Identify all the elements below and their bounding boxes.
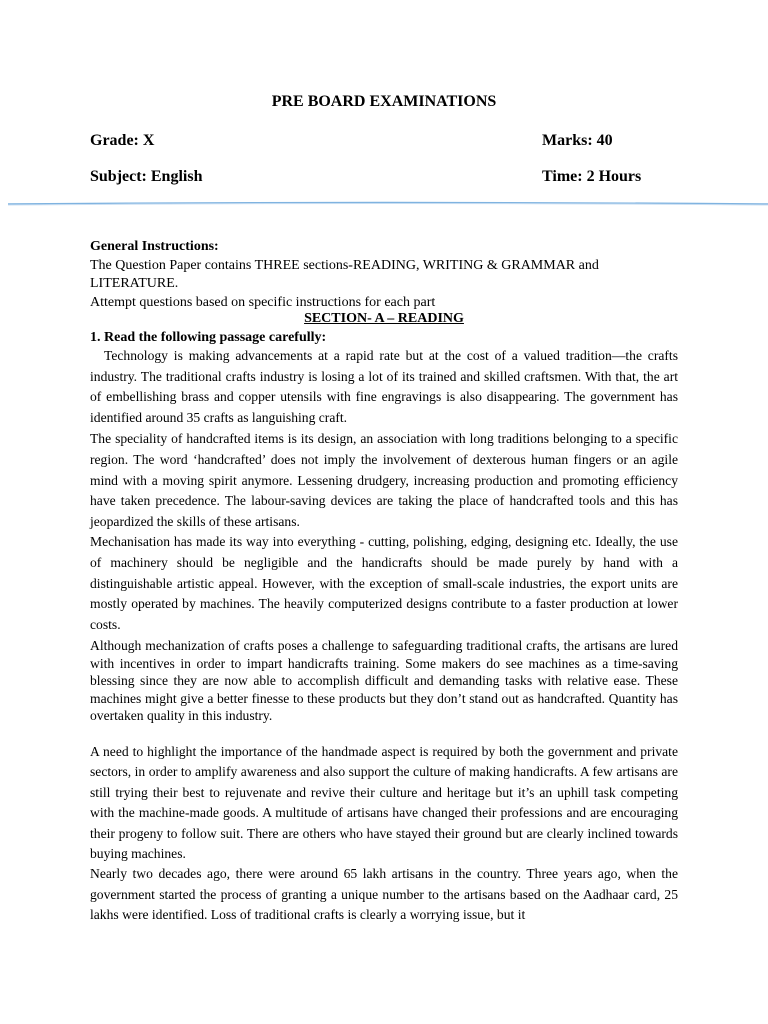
time-label: Time: 2 Hours <box>542 168 642 185</box>
passage-block-1 <box>90 346 678 635</box>
subject-label: Subject: English <box>90 168 203 185</box>
page-title: PRE BOARD EXAMINATIONS <box>271 93 497 110</box>
passage-paragraph-3: Mechanisation has made its way into everything - cutting, polishing, edging, designing etc. Ideally, the use of machinery should be negligible and the handicrafts should be made purely by hand with a distinguishable artistic appeal. However, with the exception of small-scale industries, the export units are mostly operated by machines. The heavily computerized designs contribute to a faster production at lower costs. <box>90 534 678 632</box>
passage-paragraph-2: The speciality of handcrafted items is its design, an association with long traditions belonging to a specific region. The word ‘handcrafted’ does not imply the involvement of dexterous human fingers or an agile mind with a moving spirit anymore. Lessening drudgery, increasing production and promoting efficiency have taken precedence. The labour-saving devices are taking the place of handcrafted tools and this has jeopardized the skills of these artisans. <box>90 431 678 529</box>
passage-block-2 <box>90 742 678 926</box>
instructions-line-1: The Question Paper contains THREE sections-READING, WRITING & GRAMMAR and LITERATURE. <box>90 258 599 291</box>
passage-paragraph-6: Nearly two decades ago, there were around 65 lakh artisans in the country. Three years ago, when the government started the process of granting a unique number to the artisans based on the Aadhaar card, 25 lakhs were identified. Loss of traditional crafts is clearly a worrying issue, but it <box>90 866 678 923</box>
passage-paragraph-4: Although mechanization of crafts poses a challenge to safeguarding traditional crafts, the artisans are lured with incentives in order to impart handicrafts training. Some makers do see machines as a time-saving blessing since they are now able to accomplish difficult and demanding tasks with relative ease. These machines might give a better finesse to these products but they don’t stand out as handcrafted. Quantity has overtaken quality in this industry. <box>90 638 678 724</box>
header-divider <box>8 201 768 207</box>
marks-label: Marks: 40 <box>542 132 613 149</box>
passage-paragraph-5: A need to highlight the importance of the handmade aspect is required by both the government and private sectors, in order to amplify awareness and also support the culture of making handicrafts. A few artisans are still trying their best to rejuvenate and revive their culture and heritage but it’s an uphill task competing with the machine-made goods. A multitude of artisans have changed their professions and are encouraging their progeny to follow suit. There are others who have stayed their ground but are clearly inclined towards buying machines. <box>90 744 678 862</box>
instructions-heading: General Instructions: <box>90 239 219 254</box>
passage-paragraph-1: Technology is making advancements at a rapid rate but at the cost of a valued tradition—the crafts industry. The traditional crafts industry is losing a lot of its trained and skilled craftsmen. With that, the art of embellishing brass and copper utensils with fine engravings is also disappearing. The government has identified around 35 crafts as languishing craft. <box>90 348 678 425</box>
section-title: SECTION- A – READING <box>304 311 464 326</box>
question-heading: 1. Read the following passage carefully: <box>90 330 327 345</box>
instructions-line-2: Attempt questions based on specific instructions for each part <box>90 295 436 310</box>
grade-label: Grade: X <box>90 132 155 149</box>
